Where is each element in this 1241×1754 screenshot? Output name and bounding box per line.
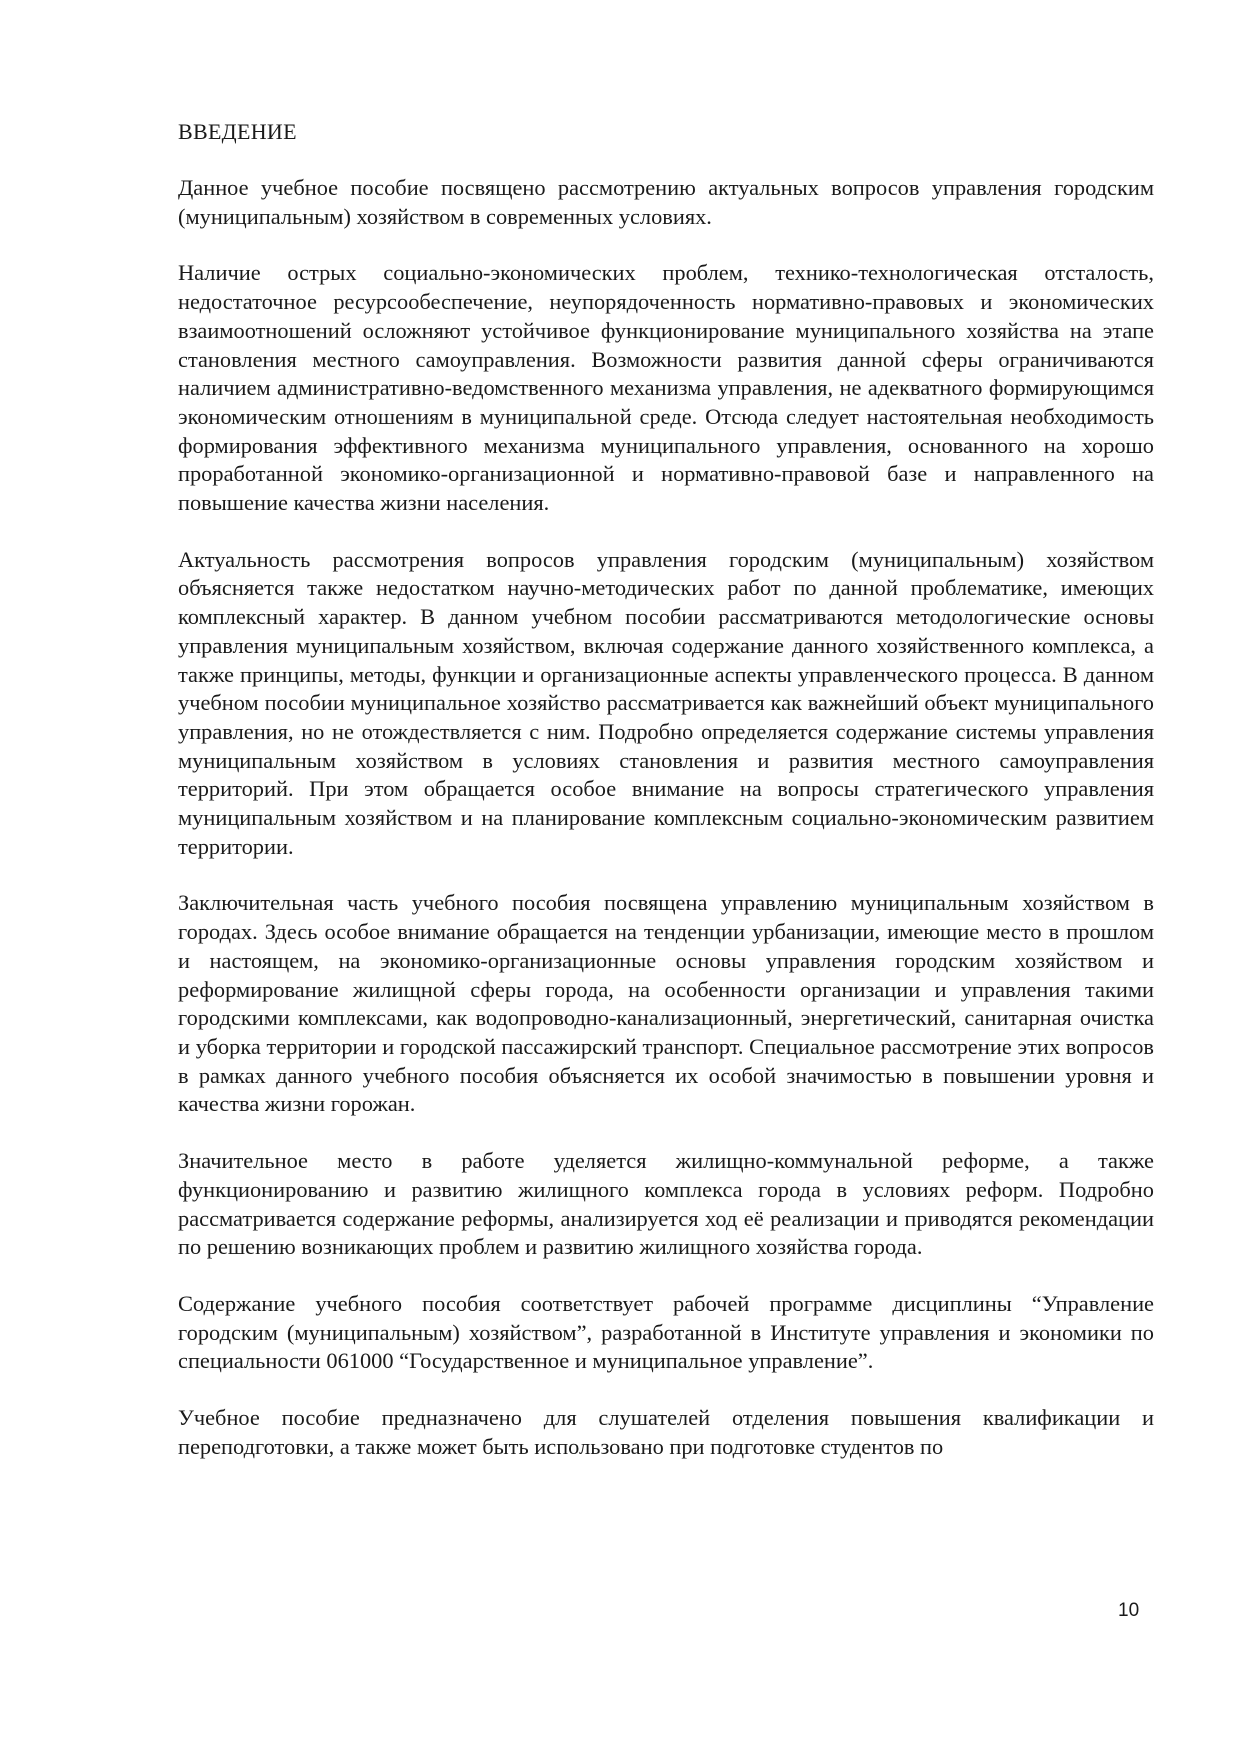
paragraph-audience: Учебное пособие предназначено для слушателей отделения повышения квалификации и переподготовки, а также может быть использовано при подготовке студентов по <box>178 1405 1154 1459</box>
document-page <box>178 118 1154 1489</box>
page-number: 10 <box>1118 1600 1140 1621</box>
paragraph-intro: Данное учебное пособие посвящено рассмотрению актуальных вопросов управления городским (муниципальным) хозяйством в современных условиях. <box>178 175 1154 229</box>
paragraph-relevance: Актуальность рассмотрения вопросов управления городским (муниципальным) хозяйством объясняется также недостатком научно-методических работ по данной проблематике, имеющих комплексный характер. В данном учебном пособии рассматриваются методологические основы управления муниципальным хозяйством, включая содержание данного хозяйственного комплекса, а также принципы, методы, функции и организационные аспекты управленческого процесса. В данном учебном пособии муниципальное хозяйство рассматривается как важнейший объект муниципального управления, но не отождествляется с ним. Подробно определяется содержание системы управления муниципальным хозяйством в условиях становления и развития местного самоуправления территорий. При этом обращается особое внимание на вопросы стратегического управления муниципальным хозяйством и на планирование комплексным социально-экономическим развитием территории. <box>178 546 1154 859</box>
section-heading: ВВЕДЕНИЕ <box>178 119 297 144</box>
paragraph-housing-reform: Значительное место в работе уделяется жилищно-коммунальной реформе, а также функционированию и развитию жилищного комплекса города в условиях реформ. Подробно рассматривается содержание реформы, анализируется ход её реализации и приводятся рекомендации по решению возникающих проблем и развитию жилищного хозяйства города. <box>178 1148 1154 1260</box>
paragraph-problems: Наличие острых социально-экономических проблем, технико-технологическая отсталость, недостаточное ресурсообеспечение, неупорядоченность нормативно-правовых и экономических взаимоотношений осложняют устойчивое функционирование муниципального хозяйства на этапе становления местного самоуправления. Возможности развития данной сферы ограничиваются наличием административно-ведомственного механизма управления, не адекватного формирующимся экономическим отношениям в муниципальной среде. Отсюда следует настоятельная необходимость формирования эффективного механизма муниципального управления, основанного на хорошо проработанной экономико-организационной и нормативно-правовой базе и направленного на повышение качества жизни населения. <box>178 260 1154 516</box>
paragraph-final-part: Заключительная часть учебного пособия посвящена управлению муниципальным хозяйством в городах. Здесь особое внимание обращается на тенденции урбанизации, имеющие место в прошлом и настоящем, на экономико-организационные основы управления городским хозяйством и реформирование жилищной сферы города, на особенности организации и управления такими городскими комплексами, как водопроводно-канализационный, энергетический, санитарная очистка и уборка территории и городской пассажирский транспорт. Специальное рассмотрение этих вопросов в рамках данного учебного пособия объясняется их особой значимостью в повышении уровня и качества жизни горожан. <box>178 890 1154 1117</box>
paragraph-program: Содержание учебного пособия соответствует рабочей программе дисциплины “Управление городским (муниципальным) хозяйством”, разработанной в Институте управления и экономики по специальности 061000 “Государственное и муниципальное управление”. <box>178 1290 1154 1374</box>
